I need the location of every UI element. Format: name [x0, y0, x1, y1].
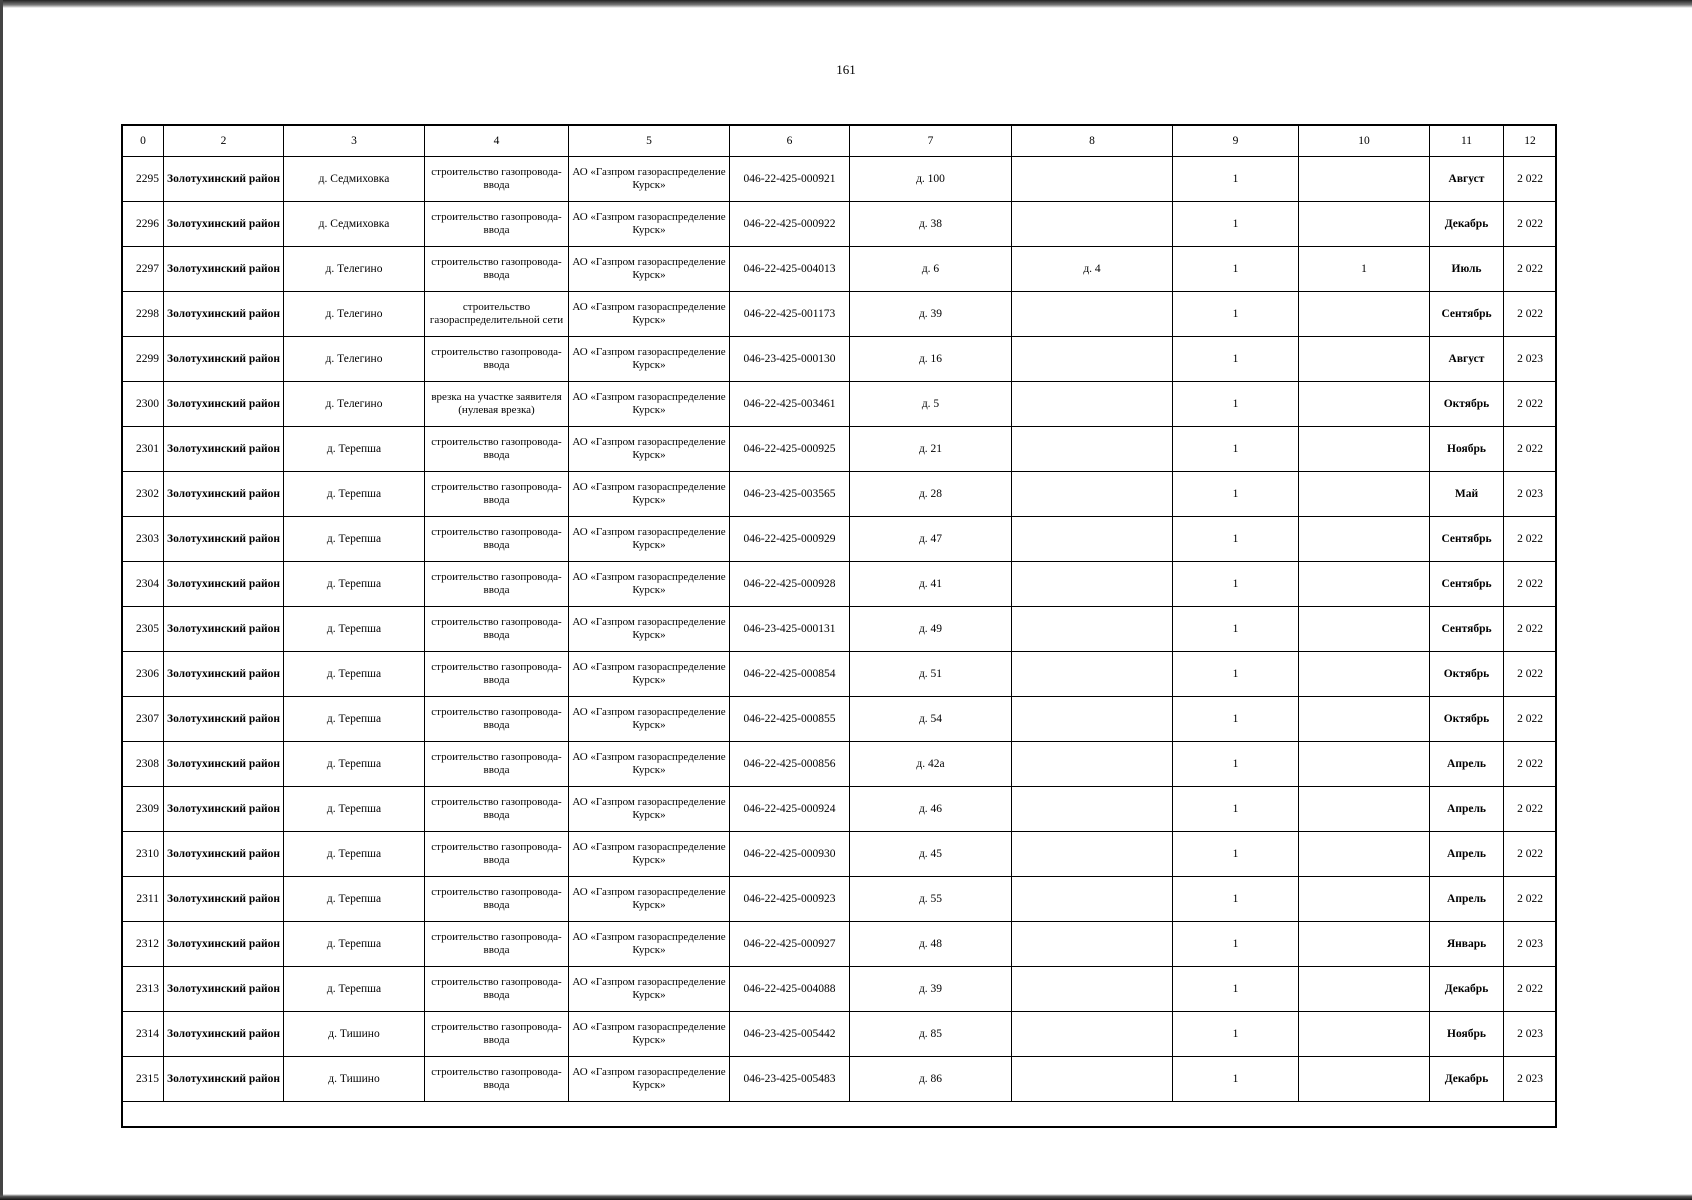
district-cell: Золотухинский район	[164, 472, 284, 517]
work-type-cell: строительство газопровода-ввода	[425, 832, 569, 877]
column-9-cell: 1	[1173, 1012, 1299, 1057]
table-row	[123, 877, 1557, 922]
column-9-cell: 1	[1173, 517, 1299, 562]
house-number-cell: д. 5	[850, 382, 1012, 427]
application-code-cell: 046-22-425-004013	[730, 247, 850, 292]
page-number: 161	[836, 62, 856, 77]
column-10-cell	[1299, 1012, 1430, 1057]
house-number-cell: д. 16	[850, 337, 1012, 382]
column-8-cell	[1012, 157, 1173, 202]
table-row	[123, 472, 1557, 517]
table-row	[123, 157, 1557, 202]
column-header: 0	[123, 126, 164, 157]
column-10-cell	[1299, 337, 1430, 382]
year-cell: 2 022	[1504, 292, 1557, 337]
house-number-cell: д. 42а	[850, 742, 1012, 787]
organization-cell: АО «Газпром газораспределение Курск»	[569, 292, 730, 337]
table-row	[123, 607, 1557, 652]
column-9-cell: 1	[1173, 292, 1299, 337]
column-9-cell: 1	[1173, 247, 1299, 292]
district-cell: Золотухинский район	[164, 517, 284, 562]
row-number: 2311	[123, 877, 164, 922]
row-number: 2298	[123, 292, 164, 337]
table-row	[123, 292, 1557, 337]
district-cell: Золотухинский район	[164, 697, 284, 742]
column-header: 4	[425, 126, 569, 157]
month-cell: Октябрь	[1430, 697, 1504, 742]
table-row	[123, 652, 1557, 697]
row-number: 2297	[123, 247, 164, 292]
house-number-cell: д. 6	[850, 247, 1012, 292]
organization-cell: АО «Газпром газораспределение Курск»	[569, 967, 730, 1012]
table-row	[123, 967, 1557, 1012]
house-number-cell: д. 100	[850, 157, 1012, 202]
district-cell: Золотухинский район	[164, 427, 284, 472]
row-number: 2295	[123, 157, 164, 202]
month-cell: Апрель	[1430, 832, 1504, 877]
table-row	[123, 787, 1557, 832]
column-8-cell	[1012, 697, 1173, 742]
column-header: 12	[1504, 126, 1557, 157]
organization-cell: АО «Газпром газораспределение Курск»	[569, 562, 730, 607]
house-number-cell: д. 86	[850, 1057, 1012, 1102]
application-code-cell: 046-22-425-003461	[730, 382, 850, 427]
header-row	[123, 126, 1557, 157]
work-type-cell: врезка на участке заявителя (нулевая врезка)	[425, 382, 569, 427]
column-10-cell	[1299, 562, 1430, 607]
application-code-cell: 046-22-425-000924	[730, 787, 850, 832]
house-number-cell: д. 41	[850, 562, 1012, 607]
year-cell: 2 022	[1504, 607, 1557, 652]
month-cell: Июль	[1430, 247, 1504, 292]
row-number: 2314	[123, 1012, 164, 1057]
column-9-cell: 1	[1173, 877, 1299, 922]
month-cell: Сентябрь	[1430, 607, 1504, 652]
table-body	[123, 157, 1557, 1102]
settlement-cell: д. Телегино	[284, 247, 425, 292]
scan-edge-left	[0, 0, 3, 1200]
column-10-cell	[1299, 607, 1430, 652]
table-row	[123, 247, 1557, 292]
column-header: 6	[730, 126, 850, 157]
work-type-cell: строительство газопровода-ввода	[425, 742, 569, 787]
column-9-cell: 1	[1173, 967, 1299, 1012]
column-8-cell	[1012, 607, 1173, 652]
organization-cell: АО «Газпром газораспределение Курск»	[569, 472, 730, 517]
table-row	[123, 517, 1557, 562]
row-number: 2310	[123, 832, 164, 877]
row-number: 2301	[123, 427, 164, 472]
application-code-cell: 046-22-425-000923	[730, 877, 850, 922]
column-8-cell	[1012, 742, 1173, 787]
organization-cell: АО «Газпром газораспределение Курск»	[569, 427, 730, 472]
row-number: 2315	[123, 1057, 164, 1102]
organization-cell: АО «Газпром газораспределение Курск»	[569, 382, 730, 427]
month-cell: Август	[1430, 337, 1504, 382]
row-number: 2303	[123, 517, 164, 562]
column-10-cell	[1299, 922, 1430, 967]
table-row	[123, 562, 1557, 607]
column-9-cell: 1	[1173, 202, 1299, 247]
column-8-cell	[1012, 427, 1173, 472]
organization-cell: АО «Газпром газораспределение Курск»	[569, 742, 730, 787]
column-10-cell	[1299, 697, 1430, 742]
column-header: 10	[1299, 126, 1430, 157]
table-row	[123, 922, 1557, 967]
scan-edge-bottom	[0, 1194, 1692, 1200]
row-number: 2309	[123, 787, 164, 832]
year-cell: 2 022	[1504, 652, 1557, 697]
column-header: 9	[1173, 126, 1299, 157]
table-row	[123, 697, 1557, 742]
work-type-cell: строительство газопровода-ввода	[425, 247, 569, 292]
organization-cell: АО «Газпром газораспределение Курск»	[569, 832, 730, 877]
district-cell: Золотухинский район	[164, 157, 284, 202]
table-row	[123, 742, 1557, 787]
district-cell: Золотухинский район	[164, 877, 284, 922]
application-code-cell: 046-22-425-000930	[730, 832, 850, 877]
column-8-cell	[1012, 562, 1173, 607]
settlement-cell: д. Терепша	[284, 697, 425, 742]
district-cell: Золотухинский район	[164, 382, 284, 427]
application-code-cell: 046-23-425-003565	[730, 472, 850, 517]
house-number-cell: д. 48	[850, 922, 1012, 967]
column-9-cell: 1	[1173, 787, 1299, 832]
settlement-cell: д. Телегино	[284, 292, 425, 337]
settlement-cell: д. Терепша	[284, 922, 425, 967]
column-9-cell: 1	[1173, 157, 1299, 202]
column-9-cell: 1	[1173, 697, 1299, 742]
year-cell: 2 022	[1504, 427, 1557, 472]
district-cell: Золотухинский район	[164, 1057, 284, 1102]
settlement-cell: д. Терепша	[284, 472, 425, 517]
year-cell: 2 022	[1504, 877, 1557, 922]
application-code-cell: 046-23-425-005483	[730, 1057, 850, 1102]
month-cell: Апрель	[1430, 877, 1504, 922]
year-cell: 2 022	[1504, 202, 1557, 247]
column-9-cell: 1	[1173, 922, 1299, 967]
column-10-cell	[1299, 472, 1430, 517]
column-8-cell	[1012, 202, 1173, 247]
organization-cell: АО «Газпром газораспределение Курск»	[569, 787, 730, 832]
column-header: 2	[164, 126, 284, 157]
work-type-cell: строительство газопровода-ввода	[425, 472, 569, 517]
settlement-cell: д. Седмиховка	[284, 157, 425, 202]
column-8-cell	[1012, 517, 1173, 562]
work-type-cell: строительство газопровода-ввода	[425, 787, 569, 832]
year-cell: 2 022	[1504, 787, 1557, 832]
house-number-cell: д. 46	[850, 787, 1012, 832]
settlement-cell: д. Терепша	[284, 877, 425, 922]
row-number: 2308	[123, 742, 164, 787]
column-9-cell: 1	[1173, 742, 1299, 787]
column-10-cell	[1299, 742, 1430, 787]
row-number: 2302	[123, 472, 164, 517]
column-10-cell	[1299, 382, 1430, 427]
column-9-cell: 1	[1173, 427, 1299, 472]
column-9-cell: 1	[1173, 382, 1299, 427]
month-cell: Декабрь	[1430, 1057, 1504, 1102]
house-number-cell: д. 49	[850, 607, 1012, 652]
district-cell: Золотухинский район	[164, 742, 284, 787]
row-number: 2313	[123, 967, 164, 1012]
house-number-cell: д. 39	[850, 292, 1012, 337]
work-type-cell: строительство газопровода-ввода	[425, 967, 569, 1012]
column-10-cell	[1299, 1057, 1430, 1102]
year-cell: 2 023	[1504, 1057, 1557, 1102]
district-cell: Золотухинский район	[164, 787, 284, 832]
column-9-cell: 1	[1173, 652, 1299, 697]
organization-cell: АО «Газпром газораспределение Курск»	[569, 517, 730, 562]
month-cell: Август	[1430, 157, 1504, 202]
month-cell: Сентябрь	[1430, 517, 1504, 562]
house-number-cell: д. 47	[850, 517, 1012, 562]
month-cell: Октябрь	[1430, 652, 1504, 697]
settlement-cell: д. Терепша	[284, 427, 425, 472]
district-cell: Золотухинский район	[164, 652, 284, 697]
application-code-cell: 046-22-425-000928	[730, 562, 850, 607]
work-type-cell: строительство газопровода-ввода	[425, 517, 569, 562]
table-row	[123, 1012, 1557, 1057]
organization-cell: АО «Газпром газораспределение Курск»	[569, 337, 730, 382]
work-type-cell: строительство газопровода-ввода	[425, 922, 569, 967]
work-type-cell: строительство газопровода-ввода	[425, 877, 569, 922]
work-type-cell: строительство газопровода-ввода	[425, 427, 569, 472]
organization-cell: АО «Газпром газораспределение Курск»	[569, 652, 730, 697]
year-cell: 2 023	[1504, 337, 1557, 382]
column-8-cell	[1012, 877, 1173, 922]
column-8-cell	[1012, 337, 1173, 382]
year-cell: 2 022	[1504, 832, 1557, 877]
settlement-cell: д. Терепша	[284, 832, 425, 877]
year-cell: 2 022	[1504, 697, 1557, 742]
month-cell: Май	[1430, 472, 1504, 517]
column-header: 8	[1012, 126, 1173, 157]
organization-cell: АО «Газпром газораспределение Курск»	[569, 697, 730, 742]
table-row	[123, 202, 1557, 247]
year-cell: 2 023	[1504, 472, 1557, 517]
district-cell: Золотухинский район	[164, 337, 284, 382]
settlement-cell: д. Тишино	[284, 1012, 425, 1057]
organization-cell: АО «Газпром газораспределение Курск»	[569, 607, 730, 652]
month-cell: Декабрь	[1430, 967, 1504, 1012]
district-cell: Золотухинский район	[164, 292, 284, 337]
month-cell: Октябрь	[1430, 382, 1504, 427]
column-10-cell	[1299, 517, 1430, 562]
work-type-cell: строительство газопровода-ввода	[425, 1057, 569, 1102]
column-header: 7	[850, 126, 1012, 157]
column-8-cell	[1012, 472, 1173, 517]
row-number: 2304	[123, 562, 164, 607]
organization-cell: АО «Газпром газораспределение Курск»	[569, 157, 730, 202]
column-9-cell: 1	[1173, 472, 1299, 517]
column-9-cell: 1	[1173, 607, 1299, 652]
row-number: 2299	[123, 337, 164, 382]
data-table	[122, 125, 1557, 1102]
work-type-cell: строительство газопровода-ввода	[425, 157, 569, 202]
settlement-cell: д. Тишино	[284, 1057, 425, 1102]
house-number-cell: д. 55	[850, 877, 1012, 922]
house-number-cell: д. 85	[850, 1012, 1012, 1057]
district-cell: Золотухинский район	[164, 1012, 284, 1057]
application-code-cell: 046-22-425-000855	[730, 697, 850, 742]
application-code-cell: 046-22-425-004088	[730, 967, 850, 1012]
organization-cell: АО «Газпром газораспределение Курск»	[569, 247, 730, 292]
column-10-cell	[1299, 157, 1430, 202]
column-8-cell	[1012, 1012, 1173, 1057]
organization-cell: АО «Газпром газораспределение Курск»	[569, 922, 730, 967]
settlement-cell: д. Терепша	[284, 562, 425, 607]
work-type-cell: строительство газопровода-ввода	[425, 202, 569, 247]
application-code-cell: 046-22-425-000925	[730, 427, 850, 472]
house-number-cell: д. 21	[850, 427, 1012, 472]
column-8-cell	[1012, 922, 1173, 967]
district-cell: Золотухинский район	[164, 967, 284, 1012]
settlement-cell: д. Телегино	[284, 337, 425, 382]
organization-cell: АО «Газпром газораспределение Курск»	[569, 1012, 730, 1057]
district-cell: Золотухинский район	[164, 202, 284, 247]
settlement-cell: д. Терепша	[284, 787, 425, 832]
work-type-cell: строительство газораспределительной сети	[425, 292, 569, 337]
table-row	[123, 382, 1557, 427]
column-9-cell: 1	[1173, 1057, 1299, 1102]
house-number-cell: д. 54	[850, 697, 1012, 742]
column-9-cell: 1	[1173, 337, 1299, 382]
district-cell: Золотухинский район	[164, 922, 284, 967]
month-cell: Январь	[1430, 922, 1504, 967]
application-code-cell: 046-22-425-000856	[730, 742, 850, 787]
district-cell: Золотухинский район	[164, 247, 284, 292]
work-type-cell: строительство газопровода-ввода	[425, 1012, 569, 1057]
application-code-cell: 046-23-425-000131	[730, 607, 850, 652]
row-number: 2296	[123, 202, 164, 247]
organization-cell: АО «Газпром газораспределение Курск»	[569, 202, 730, 247]
month-cell: Сентябрь	[1430, 562, 1504, 607]
work-type-cell: строительство газопровода-ввода	[425, 607, 569, 652]
application-code-cell: 046-23-425-005442	[730, 1012, 850, 1057]
district-cell: Золотухинский район	[164, 562, 284, 607]
application-code-cell: 046-22-425-000921	[730, 157, 850, 202]
district-cell: Золотухинский район	[164, 607, 284, 652]
column-10-cell	[1299, 427, 1430, 472]
organization-cell: АО «Газпром газораспределение Курск»	[569, 1057, 730, 1102]
column-10-cell	[1299, 202, 1430, 247]
column-header: 5	[569, 126, 730, 157]
work-type-cell: строительство газопровода-ввода	[425, 652, 569, 697]
column-8-cell	[1012, 787, 1173, 832]
application-code-cell: 046-22-425-000927	[730, 922, 850, 967]
house-number-cell: д. 39	[850, 967, 1012, 1012]
settlement-cell: д. Терепша	[284, 967, 425, 1012]
settlement-cell: д. Терепша	[284, 742, 425, 787]
organization-cell: АО «Газпром газораспределение Курск»	[569, 877, 730, 922]
year-cell: 2 022	[1504, 967, 1557, 1012]
house-number-cell: д. 51	[850, 652, 1012, 697]
row-number: 2307	[123, 697, 164, 742]
year-cell: 2 022	[1504, 157, 1557, 202]
house-number-cell: д. 45	[850, 832, 1012, 877]
column-10-cell	[1299, 832, 1430, 877]
work-type-cell: строительство газопровода-ввода	[425, 697, 569, 742]
table-row	[123, 337, 1557, 382]
work-type-cell: строительство газопровода-ввода	[425, 562, 569, 607]
table-row	[123, 832, 1557, 877]
month-cell: Ноябрь	[1430, 1012, 1504, 1057]
row-number: 2305	[123, 607, 164, 652]
column-header: 11	[1430, 126, 1504, 157]
column-header: 3	[284, 126, 425, 157]
column-8-cell	[1012, 832, 1173, 877]
house-number-cell: д. 38	[850, 202, 1012, 247]
column-8-cell	[1012, 292, 1173, 337]
year-cell: 2 022	[1504, 382, 1557, 427]
settlement-cell: д. Терепша	[284, 652, 425, 697]
settlement-cell: д. Терепша	[284, 607, 425, 652]
application-code-cell: 046-22-425-000929	[730, 517, 850, 562]
settlement-cell: д. Терепша	[284, 517, 425, 562]
month-cell: Апрель	[1430, 742, 1504, 787]
column-8-cell	[1012, 382, 1173, 427]
row-number: 2312	[123, 922, 164, 967]
application-code-cell: 046-22-425-000854	[730, 652, 850, 697]
year-cell: 2 023	[1504, 922, 1557, 967]
row-number: 2306	[123, 652, 164, 697]
column-8-cell: д. 4	[1012, 247, 1173, 292]
column-10-cell	[1299, 877, 1430, 922]
column-9-cell: 1	[1173, 562, 1299, 607]
application-code-cell: 046-22-425-001173	[730, 292, 850, 337]
house-number-cell: д. 28	[850, 472, 1012, 517]
month-cell: Декабрь	[1430, 202, 1504, 247]
column-10-cell	[1299, 967, 1430, 1012]
column-10-cell	[1299, 787, 1430, 832]
column-10-cell	[1299, 652, 1430, 697]
row-number: 2300	[123, 382, 164, 427]
column-8-cell	[1012, 652, 1173, 697]
year-cell: 2 022	[1504, 517, 1557, 562]
month-cell: Апрель	[1430, 787, 1504, 832]
column-8-cell	[1012, 1057, 1173, 1102]
year-cell: 2 022	[1504, 562, 1557, 607]
scan-edge-top	[0, 0, 1692, 8]
column-10-cell	[1299, 292, 1430, 337]
month-cell: Сентябрь	[1430, 292, 1504, 337]
year-cell: 2 022	[1504, 742, 1557, 787]
table-row	[123, 427, 1557, 472]
column-10-cell: 1	[1299, 247, 1430, 292]
application-code-cell: 046-22-425-000922	[730, 202, 850, 247]
column-9-cell: 1	[1173, 832, 1299, 877]
table-row	[123, 1057, 1557, 1102]
settlement-cell: д. Седмиховка	[284, 202, 425, 247]
district-cell: Золотухинский район	[164, 832, 284, 877]
column-8-cell	[1012, 967, 1173, 1012]
application-code-cell: 046-23-425-000130	[730, 337, 850, 382]
month-cell: Ноябрь	[1430, 427, 1504, 472]
year-cell: 2 022	[1504, 247, 1557, 292]
year-cell: 2 023	[1504, 1012, 1557, 1057]
settlement-cell: д. Телегино	[284, 382, 425, 427]
work-type-cell: строительство газопровода-ввода	[425, 337, 569, 382]
